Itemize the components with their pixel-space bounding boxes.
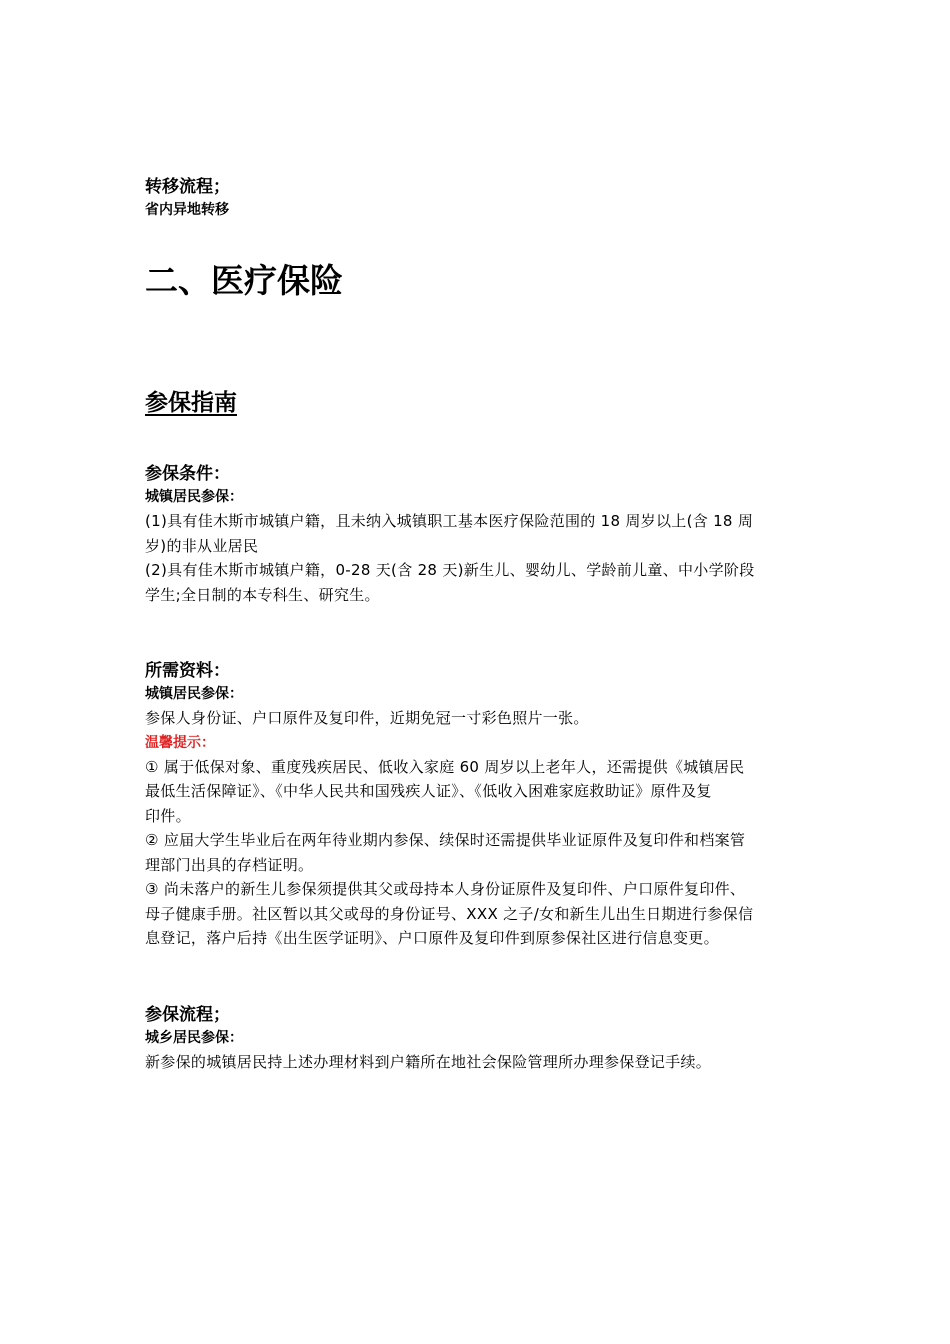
warm-tip-label: 温馨提示：: [145, 734, 215, 751]
condition-item-1-line-2: 岁)的非从业居民: [145, 536, 259, 555]
spacer: [145, 222, 810, 261]
tip-1-line-3: 印件。: [145, 806, 191, 825]
spacer: [145, 301, 810, 388]
document-content: [145, 176, 810, 1074]
section-title: 二、医疗保险: [145, 261, 343, 300]
spacer: [145, 607, 810, 660]
materials-sub: 城镇居民参保：: [145, 686, 243, 702]
materials-heading: 所需资料：: [145, 661, 230, 681]
transfer-process-sub: 省内异地转移: [145, 202, 229, 218]
condition-item-2-line-1: (2)具有佳木斯市城镇户籍，0-28 天(含 28 天)新生儿、婴幼儿、学龄前儿童、中小学阶段: [145, 561, 755, 579]
tip-1-line-1: ① 属于低保对象、重度残疾居民、低收入家庭 60 周岁以上老年人，还需提供《城镇居民: [145, 757, 745, 776]
materials-text: 参保人身份证、户口原件及复印件，近期免冠一寸彩色照片一张。: [145, 709, 589, 727]
condition-item-2-line-2: 学生;全日制的本专科生、研究生。: [145, 585, 380, 604]
tip-3-line-3: 息登记，落户后持《出生医学证明》、户口原件及复印件到原参保社区进行信息变更。: [145, 929, 719, 947]
condition-item-1-line-1: (1)具有佳木斯市城镇户籍，且未纳入城镇职工基本医疗保险范围的 18 周岁以上(含 18 周: [145, 512, 754, 530]
spacer: [145, 951, 810, 1004]
tip-3-line-2: 母子健康手册。社区暂以其父或母的身份证号、XXX 之子/女和新生儿出生日期进行参保信: [145, 904, 754, 923]
process-heading: 参保流程；: [145, 1004, 230, 1025]
guide-title: 参保指南: [145, 390, 237, 416]
tip-1-line-2: 最低生活保障证》、《中华人民共和国残疾人证》、《低收入困难家庭救助证》原件及复: [145, 782, 712, 800]
conditions-heading: 参保条件：: [145, 464, 230, 484]
spacer: [145, 418, 810, 463]
conditions-sub: 城镇居民参保：: [145, 489, 243, 505]
process-text: 新参保的城镇居民持上述办理材料到户籍所在地社会保险管理所办理参保登记手续。: [145, 1052, 712, 1071]
process-sub: 城乡居民参保：: [145, 1029, 243, 1046]
tip-2-line-1: ② 应届大学生毕业后在两年待业期内参保、续保时还需提供毕业证原件及复印件和档案管: [145, 831, 746, 849]
tip-2-line-2: 理部门出具的存档证明。: [145, 855, 314, 874]
transfer-process-heading: 转移流程；: [145, 177, 230, 197]
tip-3-line-1: ③ 尚未落户的新生儿参保须提供其父或母持本人身份证原件及复印件、户口原件复印件、: [145, 880, 746, 898]
